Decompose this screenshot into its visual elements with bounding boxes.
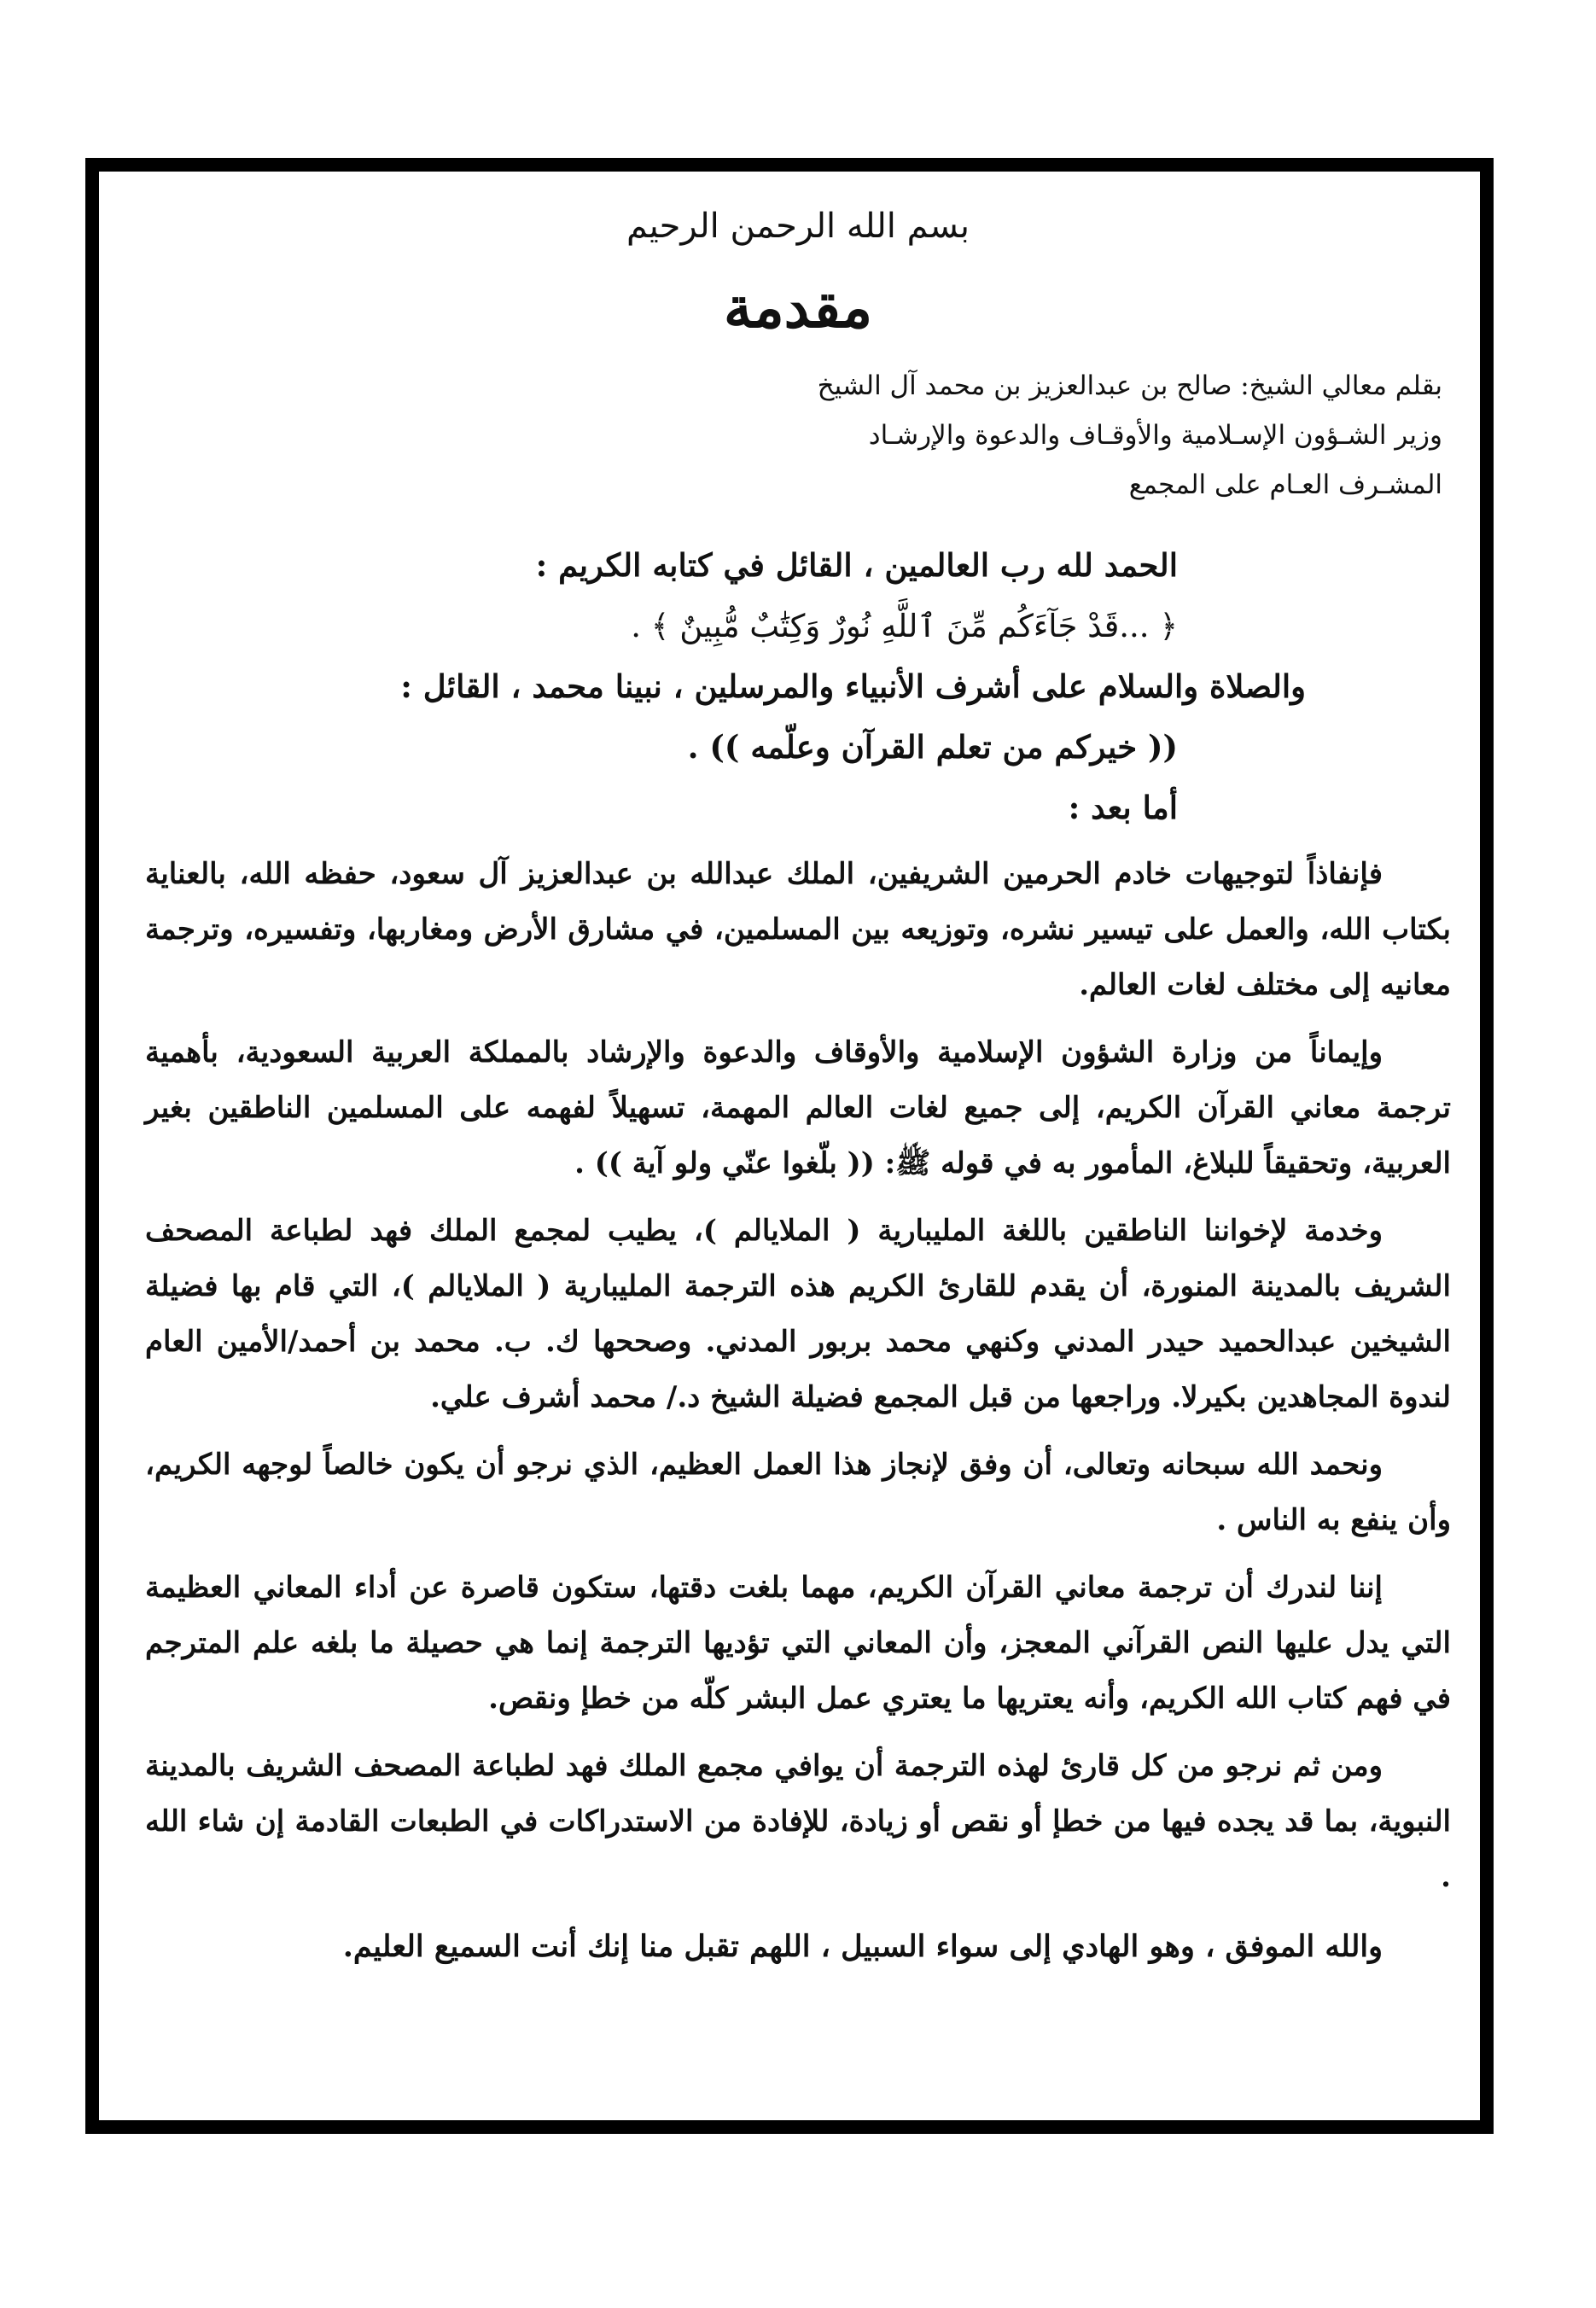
closing-line: والله الموفق ، وهو الهادي إلى سواء السبيل ، اللهم تقبل منا إنك أنت السميع العليم. [342, 1929, 1383, 1964]
basmala: بسم الله الرحمن الرحيم [626, 207, 970, 246]
author-role-line: المشـرف العـام على المجمع [1128, 469, 1442, 500]
quran-verse: ﴿ ...قَدْ جَآءَكُم مِّنَ ٱللَّهِ نُورٌ وَكِتَٰبٌ مُّبِينٌ ﴾ . [631, 608, 1178, 644]
author-block [145, 361, 1451, 510]
hamd-line: الحمد لله رب العالمين ، القائل في كتابه الكريم : [535, 546, 1178, 584]
paragraph: ونحمد الله سبحانه وتعالى، أن وفق لإنجاز هذا العمل العظيم، الذي نرجو أن يكون خالصاً لوجهه الكريم، وأن ينفع به الناس . [145, 1448, 1451, 1537]
intro-block [145, 535, 1451, 838]
paragraph: وخدمة لإخواننا الناطقين باللغة المليبارية ( الملايالم )، يطيب لمجمع الملك فهد لطباعة المصحف الشريف بالمدينة المنورة، أن يقدم للقارئ الكريم هذه الترجمة المليبارية ( الملايالم )، التي قام بها فضيلة الشيخين عبدالحميد حيدر المدني وكنهي محمد بربور المدني. وصححها ك. ب. محمد بن أحمد/الأمين العام لندوة المجاهدين بكيرلا. وراجعها من قبل المجمع فضيلة الشيخ د./ محمد أشرف علي. [145, 1214, 1451, 1414]
page-title: مقدمة [723, 274, 873, 341]
author-title-line: وزير الشـؤون الإسـلامية والأوقـاف والدعوة والإرشـاد [868, 420, 1442, 451]
author-line: بقلم معالي الشيخ: صالح بن عبدالعزيز بن محمد آل الشيخ [817, 370, 1442, 401]
paragraph: فإنفاذاً لتوجيهات خادم الحرمين الشريفين، الملك عبدالله بن عبدالعزيز آل سعود، حفظه الله، بالعناية بكتاب الله، والعمل على تيسير نشره، وتوزيعه بين المسلمين، في مشارق الأرض ومغاربها، وتفسيره، وترجمة معانيه إلى مختلف لغات العالم. [145, 857, 1451, 1002]
hadith-line: (( خيركم من تعلم القرآن وعلّمه )) . [687, 728, 1178, 766]
body-text [145, 847, 1451, 1905]
paragraph: ومن ثم نرجو من كل قارئ لهذه الترجمة أن يوافي مجمع الملك فهد لطباعة المصحف الشريف بالمدينة النبوية، بما قد يجده فيها من خطإ أو نقص أو زيادة، للإفادة من الاستدراكات في الطبعات القادمة إن شاء الله . [145, 1749, 1451, 1894]
document-content [145, 184, 1451, 1974]
paragraph: إننا لندرك أن ترجمة معاني القرآن الكريم، مهما بلغت دقتها، ستكون قاصرة عن أداء المعاني العظيمة التي يدل عليها النص القرآني المعجز، وأن المعاني التي تؤديها الترجمة إنما هي حصيلة ما بلغه علم المترجم في فهم كتاب الله الكريم، وأنه يعتريها ما يعتري عمل البشر كلّه من خطإ ونقص. [145, 1571, 1451, 1716]
salat-line: والصلاة والسلام على أشرف الأنبياء والمرسلين ، نبينا محمد ، القائل : [400, 667, 1306, 705]
paragraph: وإيماناً من وزارة الشؤون الإسلامية والأوقاف والدعوة والإرشاد بالمملكة العربية السعودية، بأهمية ترجمة معاني القرآن الكريم، إلى جميع لغات العالم المهمة، تسهيلاً لفهمه على المسلمين الناطقين بغير العربية، وتحقيقاً للبلاغ، المأمور به في قوله ﷺ: (( بلّغوا عنّي ولو آية )) . [145, 1035, 1451, 1180]
amma-baad: أما بعد : [1068, 789, 1178, 826]
